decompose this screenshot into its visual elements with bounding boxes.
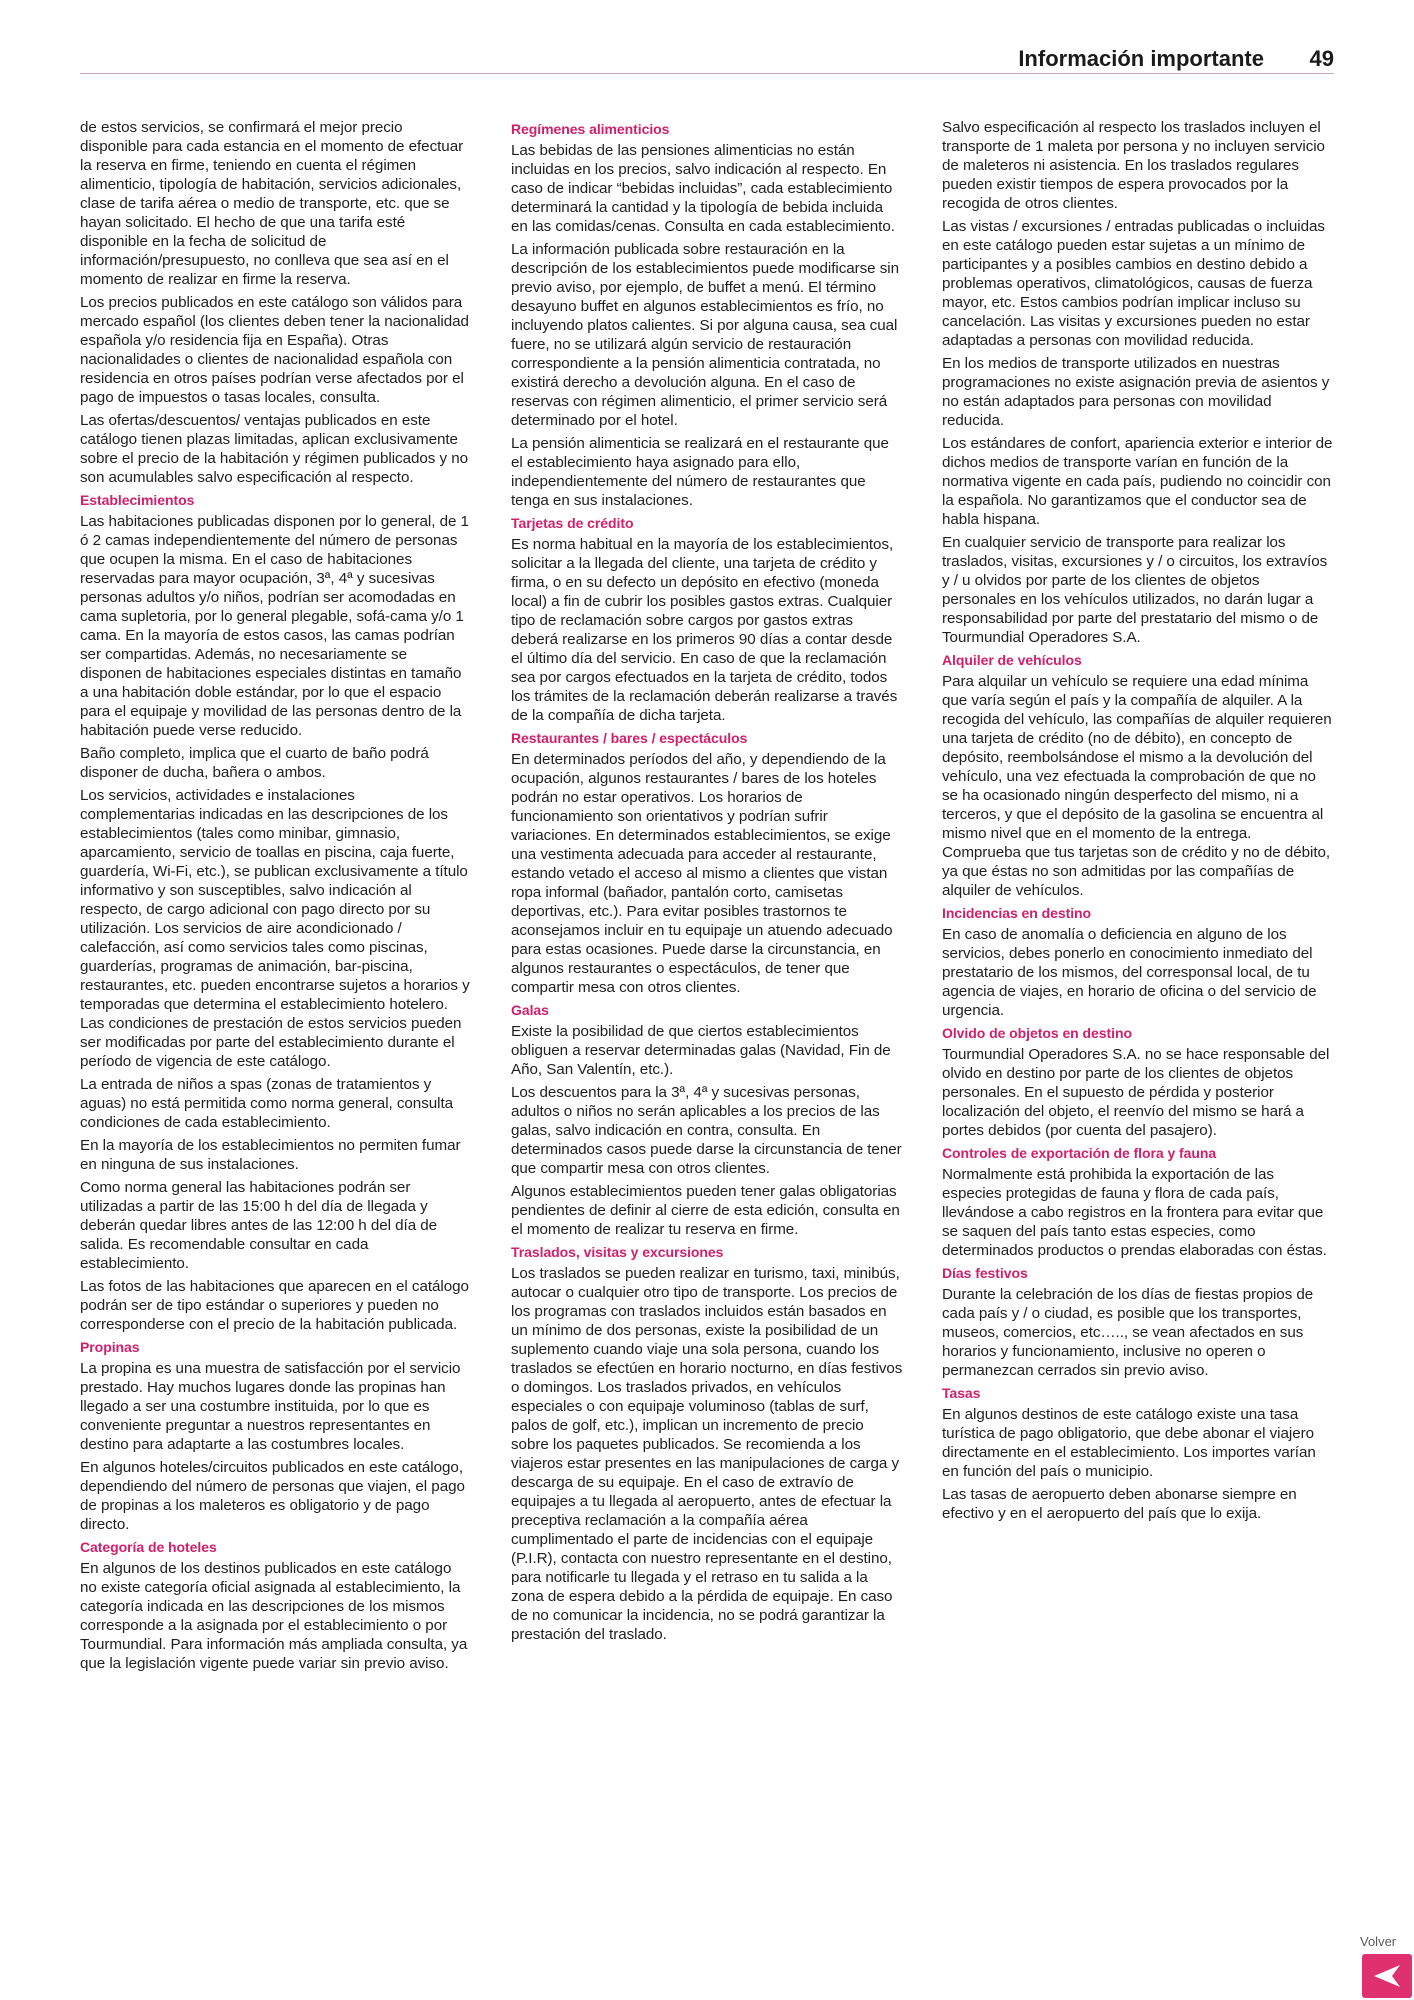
page-number: 49 <box>1309 46 1334 71</box>
section-heading: Traslados, visitas y excursiones <box>511 1244 724 1260</box>
paragraph: En los medios de transporte utilizados en nuestras programaciones no existe asignación previa de asientos y no están adaptados para personas con movilidad reducida. <box>942 355 1330 429</box>
paragraph: de estos servicios, se confirmará el mejor precio disponible para cada estancia en el momento de efectuar la reserva en firme, teniendo en cuenta el régimen alimenticio, tipología de habitación, servicios adicionales, clase de tarifa aérea o medio de transporte, etc. que se hayan solicitado. El hecho de que una tarifa esté disponible en la fecha de solicitud de información/presupuesto, no conlleva que sea así en el momento de realizar en firme la reserva. <box>80 119 464 288</box>
paragraph: Las tasas de aeropuerto deben abonarse siempre en efectivo y en el aeropuerto del país que lo exija. <box>942 1486 1297 1522</box>
paragraph: La entrada de niños a spas (zonas de tratamientos y aguas) no está permitida como norma general, consulta condiciones de cada establecimiento. <box>80 1076 454 1131</box>
paragraph: Los servicios, actividades e instalaciones complementarias indicadas en las descripciones de los establecimientos (tales como minibar, gimnasio, aparcamiento, servicio de toallas en piscina, caja fuerte, guardería, Wi-Fi, etc.), se publican exclusivamente a título informativo y son susceptibles, salvo indicación al respecto, de cargo adicional con pago directo por su utilización. Los servicios de aire acondicionado / calefacción, así como servicios tales como piscinas, guarderías, programas de animación, bar-piscina, restaurantes, etc. pueden encontrarse sujetos a horarios y temporadas que determina el establecimiento hotelero. Las condiciones de prestación de estos servicios pueden ser modificadas por parte del establecimiento durante el período de vigencia de este catálogo. <box>80 787 470 1070</box>
section-heading: Incidencias en destino <box>942 905 1092 921</box>
volver-button[interactable] <box>1362 1954 1412 1998</box>
section-heading: Tarjetas de crédito <box>511 515 634 531</box>
paragraph: En cualquier servicio de transporte para realizar los traslados, visitas, excursiones y / o circuitos, los extravíos y / u olvidos por parte de los clientes de objetos personales en los vehículos utilizados, no darán lugar a responsabilidad por parte del prestatario del mismo o de Tourmundial Operadores S.A. <box>942 534 1328 646</box>
paragraph: La pensión alimenticia se realizará en el restaurante que el establecimiento haya asignado para ello, independientemente del número de restaurantes que tenga en sus instalaciones. <box>511 435 889 509</box>
paragraph: En algunos de los destinos publicados en este catálogo no existe categoría oficial asignada al establecimiento, la categoría indicada en las descripciones de los mismos corresponde a la asignada por el establecimiento o por Tourmundial. Para información más ampliada consulta, ya que la legislación vigente puede variar sin previo aviso. <box>80 1560 468 1672</box>
paragraph: Los traslados se pueden realizar en turismo, taxi, minibús, autocar o cualquier otro tipo de transporte. Los precios de los programas con traslados incluidos están basados en un mínimo de dos personas, existe la posibilidad de un suplemento cuando viaje una sola persona, cuando los traslados se efectúen en horario nocturno, en días festivos o domingos. Los traslados privados, en vehículos especiales o con equipaje voluminoso (tablas de surf, palos de golf, etc.), implican un incremento de precio sobre los paquetes publicados. Se recomienda a los viajeros estar presentes en las manipulaciones de carga y descarga de su equipaje. En el caso de extravío de equipajes a tu llegada al aeropuerto, antes de efectuar la preceptiva reclamación a la compañía aérea cumplimentado el parte de incidencias con el equipaje (P.I.R), contacta con nuestro representante en el destino, para notificarle tu llegada y el retraso en tu salida a la zona de espera debido a la pérdida de equipaje. En caso de no comunicar la incidencia, no se podrá garantizar la prestación del traslado. <box>511 1265 903 1643</box>
paragraph: Las vistas / excursiones / entradas publicadas o incluidas en este catálogo pueden estar sujetas a un mínimo de participantes y a posibles cambios en destino debido a problemas operativos, climatológicos, causas de fuerza mayor, etc. Estos cambios podrían implicar incluso su cancelación. Las visitas y excursiones pueden no estar adaptadas a personas con movilidad reducida. <box>942 218 1325 349</box>
section-heading: Controles de exportación de flora y fauna <box>942 1145 1217 1161</box>
paragraph: La propina es una muestra de satisfacción por el servicio prestado. Hay muchos lugares donde las propinas han llegado a ser una costumbre instituida, por lo que es conveniente preguntar a nuestros representantes en destino para adaptarte a las costumbres locales. <box>80 1360 461 1453</box>
paragraph: Para alquilar un vehículo se requiere una edad mínima que varía según el país y la compañía de alquiler. A la recogida del vehículo, las compañías de alquiler requieren una tarjeta de crédito (no de débito), en concepto de depósito, reembolsándose el mismo a la devolución del vehículo, una vez efectuada la comprobación de que no se ha ocasionado ningún desperfecto del mismo, ni a terceros, y que el depósito de la gasolina se encuentra al mismo nivel que en el momento de la entrega. Comprueba que tus tarjetas son de crédito y no de débito, ya que éstas no son admitidas por las compañías de alquiler de vehículos. <box>942 673 1332 899</box>
section-heading: Restaurantes / bares / espectáculos <box>511 730 748 746</box>
paragraph: En la mayoría de los establecimientos no permiten fumar en ninguna de sus instalaciones. <box>80 1137 461 1173</box>
arrow-left-icon <box>1372 1963 1402 1989</box>
paragraph: Es norma habitual en la mayoría de los establecimientos, solicitar a la llegada del cliente, una tarjeta de crédito y firma, o en su defecto un depósito en efectivo (moneda local) a fin de cubrir los posibles gastos extras. Cualquier tipo de reclamación sobre cargos por gastos extras deberá realizarse en los primeros 90 días a contar desde el último día del servicio. En caso de que la reclamación sea por cargos efectuados en la tarjeta de crédito, todos los trámites de la reclamación deberán realizarse a través de la compañía de dicha tarjeta. <box>511 536 898 724</box>
volver-nav[interactable] <box>1356 1928 1414 2000</box>
volver-label: Volver <box>1360 1934 1397 1949</box>
text-column-3 <box>942 118 1334 1527</box>
paragraph: Durante la celebración de los días de fiestas propios de cada país y / o ciudad, es posible que los transportes, museos, comercios, etc….., se vean afectados en sus horarios y funcionamiento, inclusive no operen o permanezcan cerrados sin previo aviso. <box>942 1286 1314 1379</box>
text-column-2 <box>511 118 903 1648</box>
paragraph: Normalmente está prohibida la exportación de las especies protegidas de fauna y flora de cada país, llevándose a cabo registros en la frontera para evitar que se saquen del país tanto estas especies, como determinados productos o prendas elaboradas con éstas. <box>942 1166 1327 1259</box>
paragraph: La información publicada sobre restauración en la descripción de los establecimientos puede modificarse sin previo aviso, por ejemplo, de buffet a menú. El término desayuno buffet en algunos establecimientos es frío, no incluyendo platos calientes. Si por alguna causa, sea cual fuere, no se utilizará algún servicio de restauración correspondiente a la pensión alimenticia contratada, no existirá derecho a devolución alguna. En el caso de reservas con régimen alimenticio, el primer servicio será determinado por el hotel. <box>511 241 900 429</box>
section-heading: Categoría de hoteles <box>80 1539 217 1555</box>
section-heading: Tasas <box>942 1385 981 1401</box>
section-heading: Alquiler de vehículos <box>942 652 1082 668</box>
paragraph: Existe la posibilidad de que ciertos establecimientos obliguen a reservar determinadas galas (Navidad, Fin de Año, San Valentín, etc.). <box>511 1023 891 1078</box>
paragraph: En determinados períodos del año, y dependiendo de la ocupación, algunos restaurantes / bares de los hoteles podrán no estar operativos. Los horarios de funcionamiento son orientativos y podrían sufrir variaciones. En determinados establecimientos, se exige una vestimenta adecuada para acceder al restaurante, estando vetado el acceso al mismo a clientes que vistan ropa informal (bañador, pantalón corto, camisetas deportivas, etc.). Para evitar posibles trastornos te aconsejamos incluir en tu equipaje un atuendo adecuado para estas ocasiones. Puede darse la circunstancia, en algunos restaurantes o espectáculos, de tener que compartir mesa con otros clientes. <box>511 751 893 996</box>
text-column-1 <box>80 118 472 1677</box>
paragraph: Tourmundial Operadores S.A. no se hace responsable del olvido en destino por parte de los clientes de objetos personales. En el supuesto de pérdida y posterior localización del objeto, el reenvío del mismo se hará a portes debidos (por cuenta del pasajero). <box>942 1046 1330 1139</box>
paragraph: Las habitaciones publicadas disponen por lo general, de 1 ó 2 camas independientemente del número de personas que ocupen la misma. En el caso de habitaciones reservadas para mayor ocupación, 3ª, 4ª y sucesivas personas adultos y/o niños, podrían ser acomodadas en cama supletoria, por lo general plegable, sofá-cama y/o 1 cama. En la mayoría de estos casos, las camas podrían ser compartidas. Además, no necesariamente se disponen de habitaciones especiales distintas en tamaño a una habitación doble estándar, por lo que el espacio para el equipaje y movilidad de las personas dentro de la habitación puede verse reducido. <box>80 513 469 739</box>
paragraph: Baño completo, implica que el cuarto de baño podrá disponer de ducha, bañera o ambos. <box>80 745 429 781</box>
paragraph: Algunos establecimientos pueden tener galas obligatorias pendientes de definir al cierre de esta edición, consulta en el momento de realizar tu reserva en firme. <box>511 1183 900 1238</box>
page-title: Información importante <box>1018 46 1264 71</box>
paragraph: Salvo especificación al respecto los traslados incluyen el transporte de 1 maleta por persona y no incluyen servicio de maleteros ni asistencia. En los traslados regulares pueden existir tiempos de espera provocados por la recogida de otros clientes. <box>942 119 1325 212</box>
section-heading: Regímenes alimenticios <box>511 121 670 137</box>
paragraph: Los estándares de confort, apariencia exterior e interior de dichos medios de transporte varían en función de la normativa vigente en cada país, pudiendo no coincidir con la española. No garantizamos que el conductor sea de habla hispana. <box>942 435 1333 528</box>
section-heading: Olvido de objetos en destino <box>942 1025 1132 1041</box>
header-divider <box>80 73 1334 74</box>
paragraph: Como norma general las habitaciones podrán ser utilizadas a partir de las 15:00 h del día de llegada y deberán quedar libres antes de las 12:00 h del día de salida. Es recomendable consultar en cada establecimiento. <box>80 1179 438 1272</box>
section-heading: Días festivos <box>942 1265 1028 1281</box>
paragraph: Los descuentos para la 3ª, 4ª y sucesivas personas, adultos o niños no serán aplicables a los precios de las galas, salvo indicación en contra, consulta. En determinados casos puede darse la circunstancia de tener que compartir mesa con otros clientes. <box>511 1084 902 1177</box>
section-heading: Galas <box>511 1002 549 1018</box>
paragraph: En caso de anomalía o deficiencia en alguno de los servicios, debes ponerlo en conocimiento inmediato del prestatario de los mismos, del corresponsal local, de tu agencia de viajes, en horario de oficina o del servicio de urgencia. <box>942 926 1317 1019</box>
section-heading: Establecimientos <box>80 492 195 508</box>
page-header <box>80 40 1334 74</box>
paragraph: Las ofertas/descuentos/ ventajas publicados en este catálogo tienen plazas limitadas, aplican exclusivamente sobre el precio de la habitación y régimen publicados y no son acumulables salvo especificación al respecto. <box>80 412 468 486</box>
section-heading: Propinas <box>80 1339 140 1355</box>
paragraph: Los precios publicados en este catálogo son válidos para mercado español (los clientes deben tener la nacionalidad española y/o residencia fija en España). Otras nacionalidades o clientes de nacionalidad española con residencia en otros países podrían verse afectados por el pago de impuestos o tasas locales, consulta. <box>80 294 469 406</box>
paragraph: En algunos hoteles/circuitos publicados en este catálogo, dependiendo del número de personas que viajen, el pago de propinas a los maleteros es obligatorio y de pago directo. <box>80 1459 465 1533</box>
paragraph: Las fotos de las habitaciones que aparecen en el catálogo podrán ser de tipo estándar o superiores y pueden no corresponderse con el precio de la habitación publicada. <box>80 1278 469 1333</box>
paragraph: En algunos destinos de este catálogo existe una tasa turística de pago obligatorio, que debe abonar el viajero directamente en el establecimiento. Los importes varían en función del país o municipio. <box>942 1406 1316 1480</box>
paragraph: Las bebidas de las pensiones alimenticias no están incluidas en los precios, salvo indicación al respecto. En caso de indicar “bebidas incluidas”, cada establecimiento determinará la cantidad y la tipología de bebida incluida en las comidas/cenas. Consulta en cada establecimiento. <box>511 142 895 235</box>
